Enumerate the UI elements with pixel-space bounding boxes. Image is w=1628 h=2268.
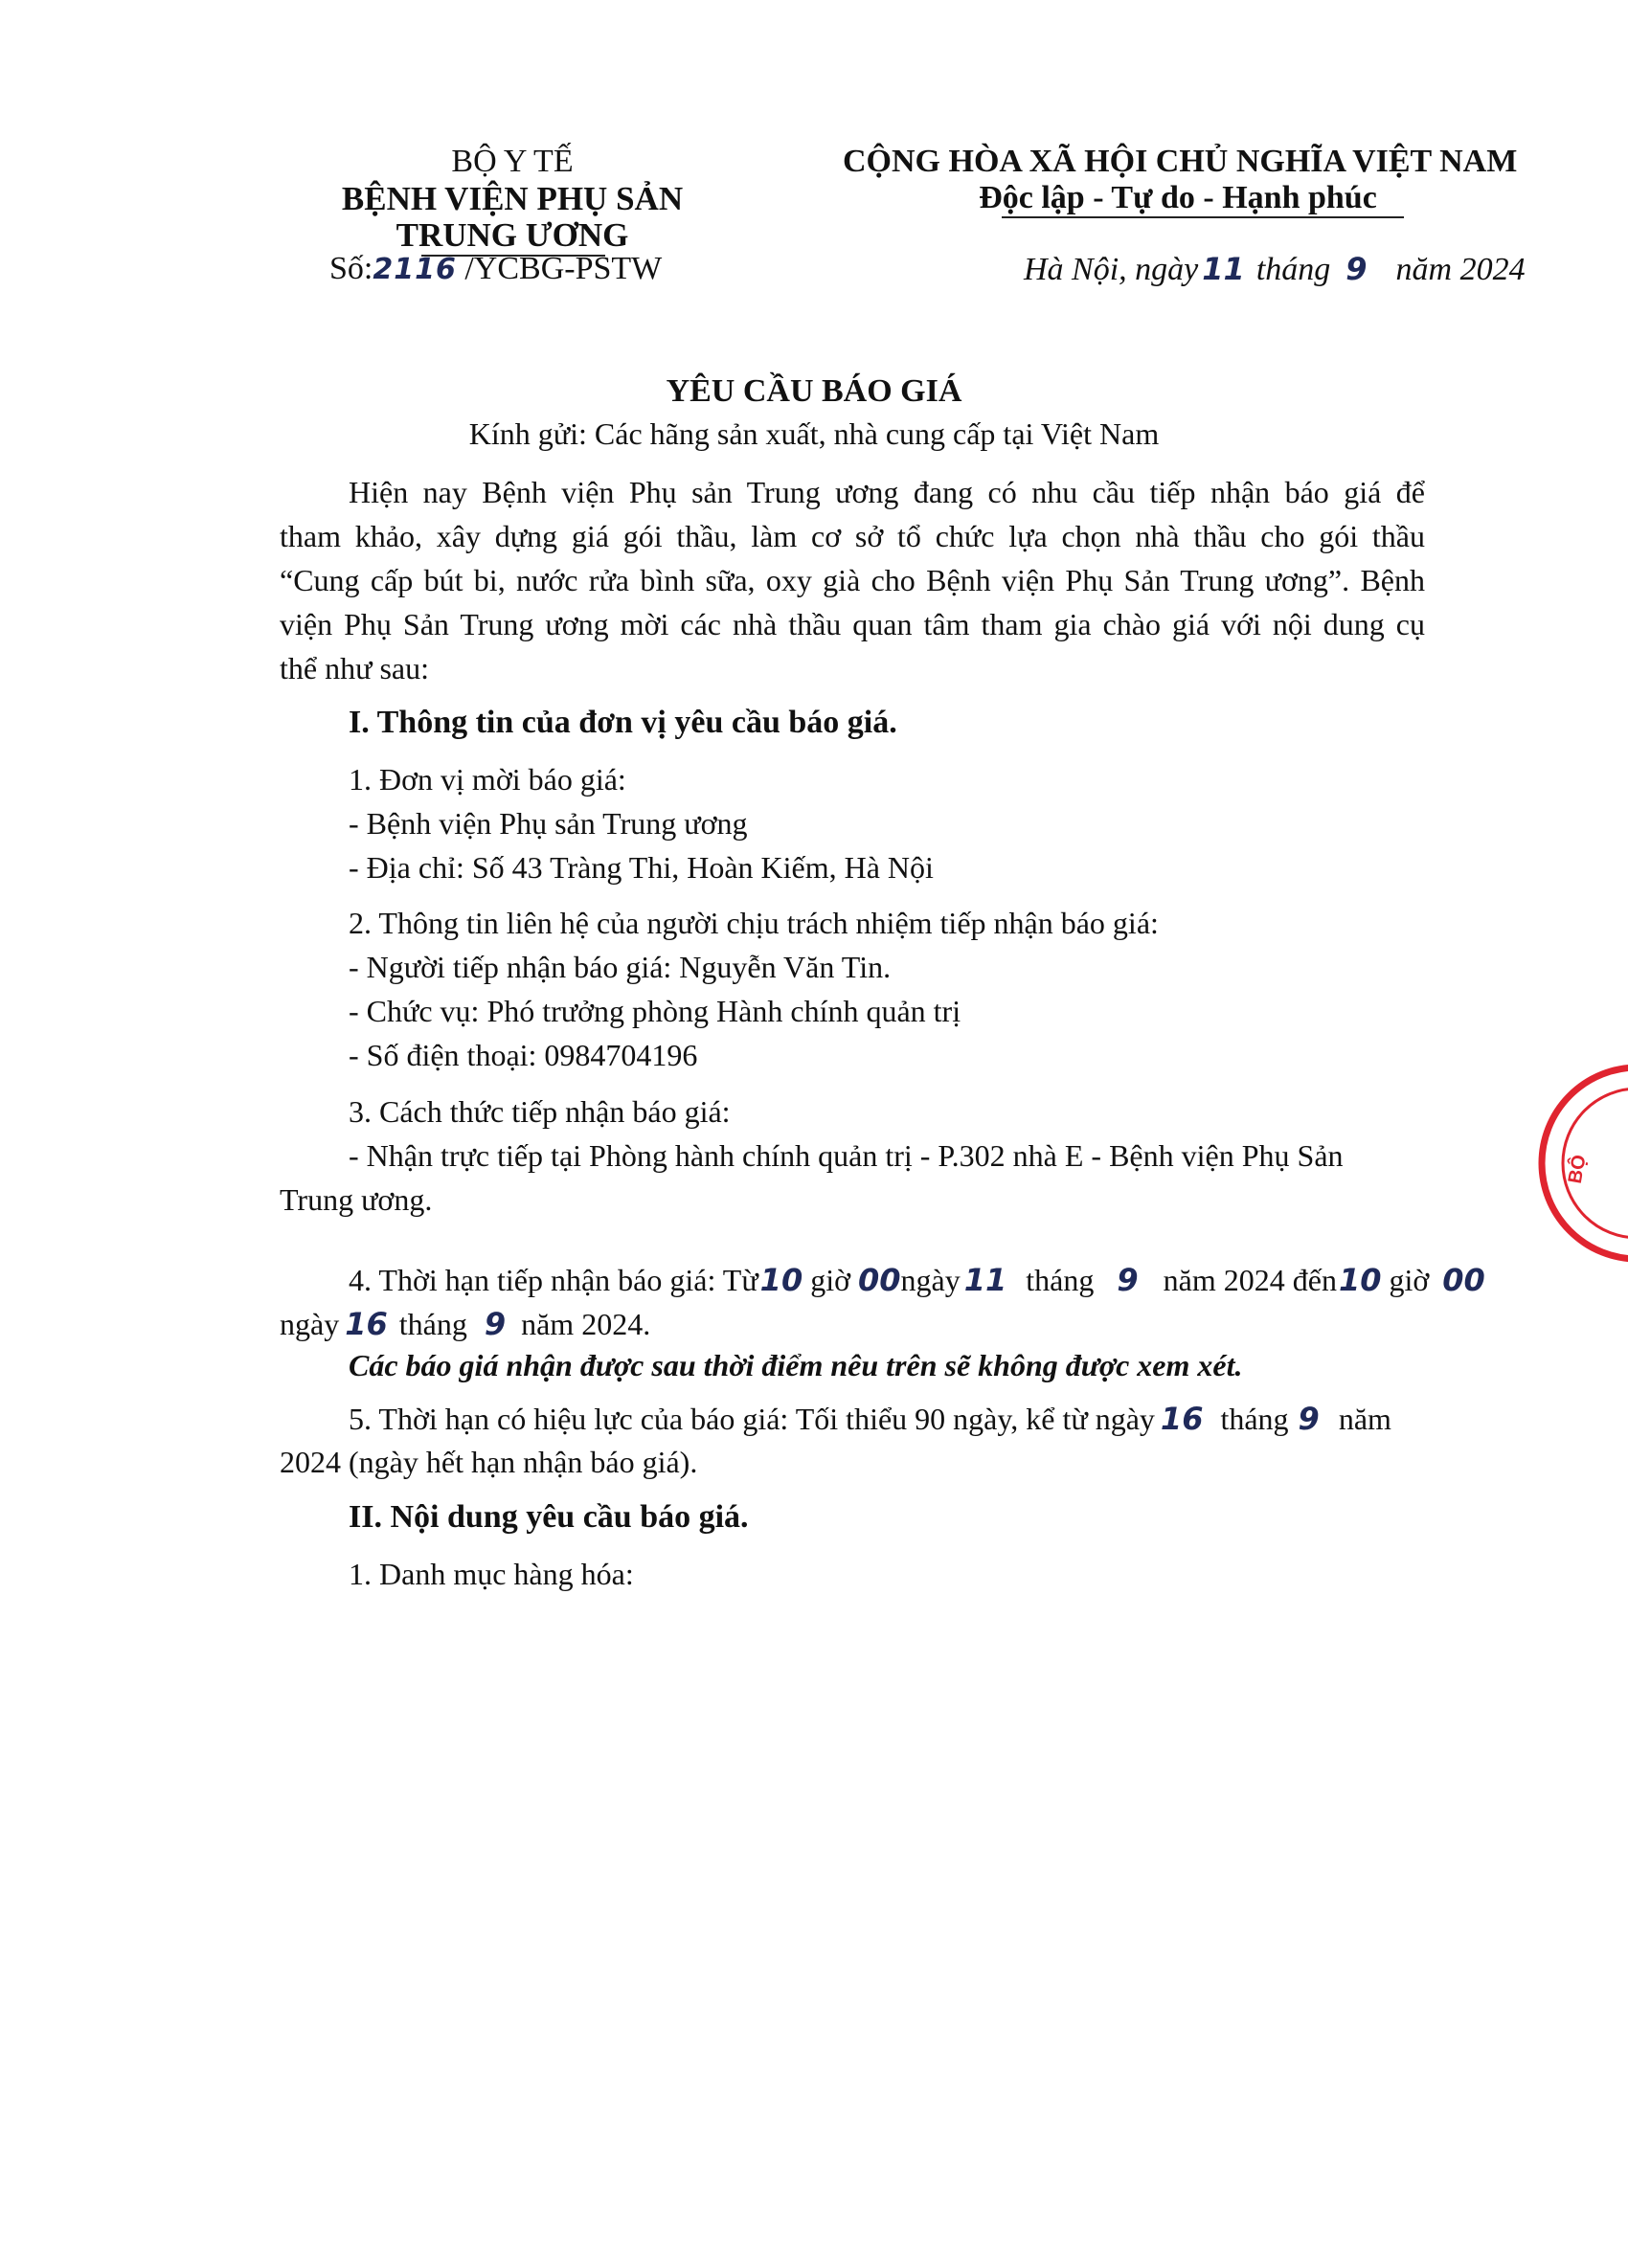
document-number	[329, 251, 662, 287]
item3-title: 3. Cách thức tiếp nhận báo giá:	[349, 1094, 731, 1129]
hospital-name-line2: TRUNG ƯƠNG	[396, 216, 629, 254]
intro-line-5: thể như sau:	[280, 651, 429, 685]
item4-text-4: tháng	[1026, 1263, 1095, 1297]
item5-text-3: năm	[1338, 1402, 1391, 1436]
item2-person: - Người tiếp nhận báo giá: Nguyễn Văn Tin.	[349, 950, 892, 984]
item1-name: - Bệnh viện Phụ sản Trung ương	[349, 806, 748, 841]
item4-hour-end: 10	[1338, 1262, 1382, 1298]
intro-line-4: viện Phụ Sản Trung ương mời các nhà thầu quan tâm tham gia chào giá với nội dung cụ	[280, 607, 1425, 641]
item4-text-8: tháng	[398, 1307, 467, 1341]
section2-item1: 1. Danh mục hàng hóa:	[349, 1557, 634, 1591]
item5-line1	[349, 1401, 1391, 1437]
item4-text-9: năm 2024.	[521, 1307, 651, 1341]
motto-underline	[1002, 216, 1404, 218]
item4-line2	[280, 1306, 650, 1342]
date-month-handwritten: 9	[1345, 251, 1368, 287]
item4-text-1: 4. Thời hạn tiếp nhận báo giá: Từ	[349, 1263, 758, 1297]
item4-text-2: giờ	[810, 1263, 851, 1297]
recipient-line: Kính gửi: Các hãng sản xuất, nhà cung cấp tại Việt Nam	[468, 416, 1160, 451]
item5-month: 9	[1298, 1401, 1320, 1437]
intro-line-3: “Cung cấp bút bi, nước rửa bình sữa, oxy già cho Bệnh viện Phụ Sản Trung ương”. Bệnh	[280, 563, 1425, 597]
national-motto: Độc lập - Tự do - Hạnh phúc	[979, 180, 1377, 215]
item5-text-2: tháng	[1220, 1402, 1289, 1436]
item5-day: 16	[1160, 1401, 1204, 1437]
item3-line2: Trung ương.	[280, 1182, 433, 1217]
item4-text-5: năm 2024 đến	[1163, 1263, 1337, 1297]
intro-line-2: tham khảo, xây dựng giá gói thầu, làm cơ sở tổ chức lựa chọn nhà thầu cho gói thầu	[280, 519, 1425, 553]
item2-position: - Chức vụ: Phó trưởng phòng Hành chính quản trị	[349, 994, 961, 1028]
item5-line2: 2024 (ngày hết hạn nhận báo giá).	[280, 1445, 698, 1479]
date-place-label: Hà Nội, ngày	[1024, 252, 1199, 287]
item4-text-7: ngày	[280, 1307, 340, 1341]
item4-hour-start: 10	[759, 1262, 803, 1298]
section1-heading: I. Thông tin của đơn vị yêu cầu báo giá.	[349, 705, 897, 740]
item5-text-1: 5. Thời hạn có hiệu lực của báo giá: Tối thiểu 90 ngày, kể từ ngày	[349, 1402, 1155, 1436]
item4-day-end: 16	[345, 1306, 388, 1342]
item3-line1: - Nhận trực tiếp tại Phòng hành chính quản trị - P.302 nhà E - Bệnh viện Phụ Sản	[349, 1138, 1344, 1173]
nation-title: CỘNG HÒA XÃ HỘI CHỦ NGHĨA VIỆT NAM	[843, 144, 1518, 179]
section2-heading: II. Nội dung yêu cầu báo giá.	[349, 1499, 749, 1535]
item1-title: 1. Đơn vị mời báo giá:	[349, 762, 626, 797]
ministry-name: BỘ Y TẾ	[451, 144, 574, 179]
seal-text: BỘ	[1564, 1153, 1591, 1185]
official-seal	[1537, 1063, 1628, 1264]
hospital-name-line1: BỆNH VIỆN PHỤ SẢN	[341, 180, 684, 217]
item4-text-6: giờ	[1389, 1263, 1430, 1297]
issue-date	[1024, 251, 1526, 288]
doc-number-suffix: /YCBG-PSTW	[464, 251, 663, 286]
item4-month-start: 9	[1117, 1262, 1139, 1298]
item4-note: Các báo giá nhận được sau thời điểm nêu trên sẽ không được xem xét.	[349, 1348, 1243, 1382]
item4-line1	[349, 1262, 1485, 1298]
item2-phone: - Số điện thoại: 0984704196	[349, 1038, 698, 1072]
date-month-label: tháng	[1255, 252, 1331, 287]
item2-title: 2. Thông tin liên hệ của người chịu trách nhiệm tiếp nhận báo giá:	[349, 906, 1159, 940]
item1-address: - Địa chỉ: Số 43 Tràng Thi, Hoàn Kiếm, Hà Nội	[349, 850, 934, 885]
item4-day-start: 11	[963, 1262, 1007, 1298]
date-day-handwritten: 11	[1202, 251, 1245, 287]
item4-minute-end: 00	[1442, 1262, 1485, 1298]
item4-text-3: ngày	[900, 1263, 961, 1297]
item4-minute-start: 00	[858, 1262, 901, 1298]
doc-number-handwritten: 2116	[373, 253, 457, 286]
doc-number-prefix: Số:	[329, 251, 373, 286]
date-year: năm 2024	[1395, 252, 1526, 287]
document-title: YÊU CẦU BÁO GIÁ	[666, 373, 962, 409]
intro-line-1: Hiện nay Bệnh viện Phụ sản Trung ương đang có nhu cầu tiếp nhận báo giá để	[349, 475, 1425, 509]
item4-month-end: 9	[484, 1306, 507, 1342]
